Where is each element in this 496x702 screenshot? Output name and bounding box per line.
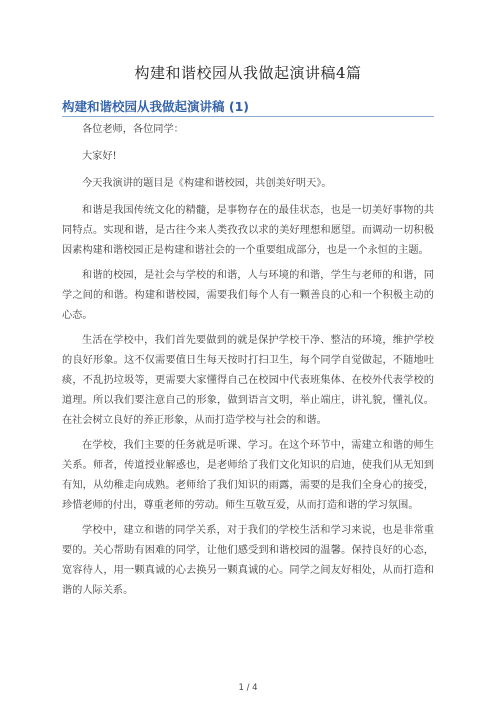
paragraph-greeting: 大家好! bbox=[82, 151, 117, 162]
paragraph-school-environment: 生活在学校中，我们首先要做到的就是保护学校干净、整洁的环境，维护学校的良好形象。这不仅需要值日生每天按时打扫卫生，每个同学自觉做起，不随地吐痰，不乱扔垃圾等，更需要大家懂得自己在校园中代表班集体、在校外代表学校的道理。所以我们要注意自己的形象，做到语言文明，举止端庄，讲礼貌，懂礼仪。在社会树立良好的养正形象，从而打造学校与社会的和谐。 bbox=[62, 335, 434, 426]
paragraph-harmonious-campus: 和谐的校园，是社会与学校的和谐，人与环境的和谐，学生与老师的和谐，同学之间的和谐。构建和谐校园，需要我们每个人有一颗善良的心和一个积极主动的心态。 bbox=[62, 270, 434, 321]
paragraph-teacher-student: 在学校，我们主要的任务就是听课、学习。在这个环节中，需建立和谐的师生关系。师者，传道授业解惑也，是老师给了我们文化知识的启迪，使我们从无知到有知，从幼稚走向成熟。老师给了我们知识的雨露，需要的是我们全身心的接受，珍惜老师的付出，尊重老师的劳动。师生互敬互爱，从而打造和谐的学习氛围。 bbox=[62, 440, 434, 511]
page-number: 1 / 4 bbox=[238, 683, 258, 693]
section-heading: 构建和谐校园从我做起演讲稿 (1) bbox=[62, 99, 249, 114]
document-title: 构建和谐校园从我做起演讲稿4篇 bbox=[134, 64, 362, 82]
heading-divider bbox=[62, 116, 434, 117]
paragraph-harmony-definition: 和谐是我国传统文化的精髓，是事物存在的最佳状态，也是一切美好事物的共同特点。实现和谐，是古往今来人类孜孜以求的美好理想和愿望。而调动一切积极因素构建和谐校园正是构建和谐社会的一个重要组成部分，也是一个永恒的主题。 bbox=[62, 205, 434, 256]
paragraph-topic: 今天我演讲的题目是《构建和谐校园，共创美好明天》。 bbox=[82, 178, 332, 189]
document-body bbox=[62, 120, 434, 606]
paragraph-salutation: 各位老师，各位同学： bbox=[82, 124, 184, 135]
paragraph-classmates: 学校中，建立和谐的同学关系，对于我们的学校生活和学习来说，也是非常重要的。关心帮助有困难的同学，让他们感受到和谐校园的温馨。保持良好的心态，宽容待人，用一颗真诚的心去换另一颗真诚的心。同学之间友好相处，从而打造和谐的人际关系。 bbox=[62, 525, 434, 596]
